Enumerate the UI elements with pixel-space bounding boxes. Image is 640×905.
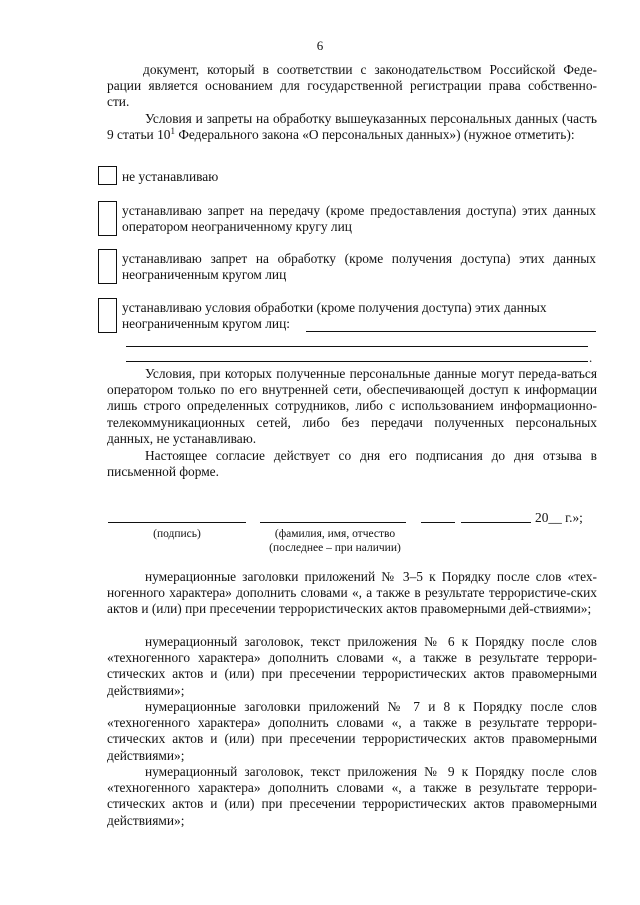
conditions-fill-line-1[interactable] — [306, 331, 596, 332]
intro-paragraph — [107, 62, 597, 111]
validity-paragraph: Настоящее согласие действует со дня его подписания до дня отзыва в письменной форме. — [107, 448, 597, 480]
conditions-fill-line-2[interactable] — [126, 346, 588, 347]
amendment-paragraph: нумерационный заголовок, текст приложения № 6 к Порядку после слов «техногенного характера» дополнить словами «, а также в результате террори-стических актов и (или) при пресечении террористических актов правомерными действиями»; — [107, 634, 597, 698]
fill-line-period: . — [589, 350, 593, 365]
amendment-paragraph: нумерационный заголовок, текст приложения № 9 к Порядку после слов «техногенного характера» дополнить словами «, а также в результате террори-стических актов и (или) при пресечении террористических актов правомерными действиями»; — [107, 764, 597, 828]
page-number: 6 — [316, 38, 324, 53]
option-transfer-ban[interactable] — [98, 201, 598, 237]
conditions-superscript: 1 — [170, 126, 175, 137]
intro-line-3: сти. — [107, 94, 130, 110]
conditions-paragraph — [107, 111, 597, 143]
amendment-paragraph: нумерационные заголовки приложений № 7 и 8 к Порядку после слов «техногенного характера» дополнить словами «, а также в результате террори-стических актов и (или) при пресечении террористических актов правомерными действиями»; — [107, 699, 597, 763]
checkbox[interactable] — [98, 249, 117, 284]
full-name-caption: (фамилия, имя, отчество — [274, 528, 396, 540]
option-label: не устанавливаю — [122, 169, 219, 184]
option-processing-conditions[interactable] — [98, 298, 598, 334]
full-name-caption-note: (последнее – при наличии) — [269, 542, 401, 554]
intro-line-1: документ, который в соответствии с законодательством Российской Феде- — [143, 62, 597, 77]
month-line[interactable] — [461, 522, 531, 523]
checkbox[interactable] — [98, 201, 117, 236]
checkbox[interactable] — [98, 298, 117, 333]
signature-line[interactable] — [108, 522, 246, 523]
option-not-set[interactable] — [98, 166, 598, 186]
option-label: устанавливаю запрет на передачу (кроме предоставления доступа) этих данных оператором неограниченному кругу лиц — [122, 203, 596, 235]
option-label: устанавливаю запрет на обработку (кроме получения доступа) этих данных неограниченным кругом лиц — [122, 251, 596, 283]
conditions-text-a: Условия и запреты на обработку вышеуказанных персональных данных (часть 9 статьи 10 — [107, 111, 597, 143]
signature-caption: (подпись) — [153, 528, 201, 540]
internal-network-paragraph: Условия, при которых полученные персональные данные могут переда-ваться оператором только по его внутренней сети, обеспечивающей доступ к информации лишь строго определенных сотрудников, либо с использованием информационно-телекоммуникационных сетей, либо без передачи полученных персональных данных, не устанавливаю. — [107, 366, 597, 446]
option-processing-ban[interactable] — [98, 249, 598, 285]
year-text: 20__ г.»; — [535, 510, 583, 525]
intro-line-2: рации является основанием для государственной регистрации права собственно- — [107, 78, 597, 94]
amendment-paragraph: нумерационные заголовки приложений № 3–5 к Порядку после слов «тех-ногенного характера» дополнить словами «, а также в результате террористиче-ских актов и (или) при пресечении террористических актов правомерными дей-ствиями»; — [107, 569, 597, 617]
conditions-fill-line-3[interactable] — [126, 361, 588, 362]
option-label: устанавливаю условия обработки (кроме получения доступа) этих данных неограниченным кругом лиц: — [122, 300, 547, 332]
day-line[interactable] — [421, 522, 455, 523]
conditions-text-b: Федерального закона «О персональных данных») (нужное отметить): — [174, 127, 575, 143]
checkbox[interactable] — [98, 166, 117, 185]
full-name-line[interactable] — [260, 522, 406, 523]
